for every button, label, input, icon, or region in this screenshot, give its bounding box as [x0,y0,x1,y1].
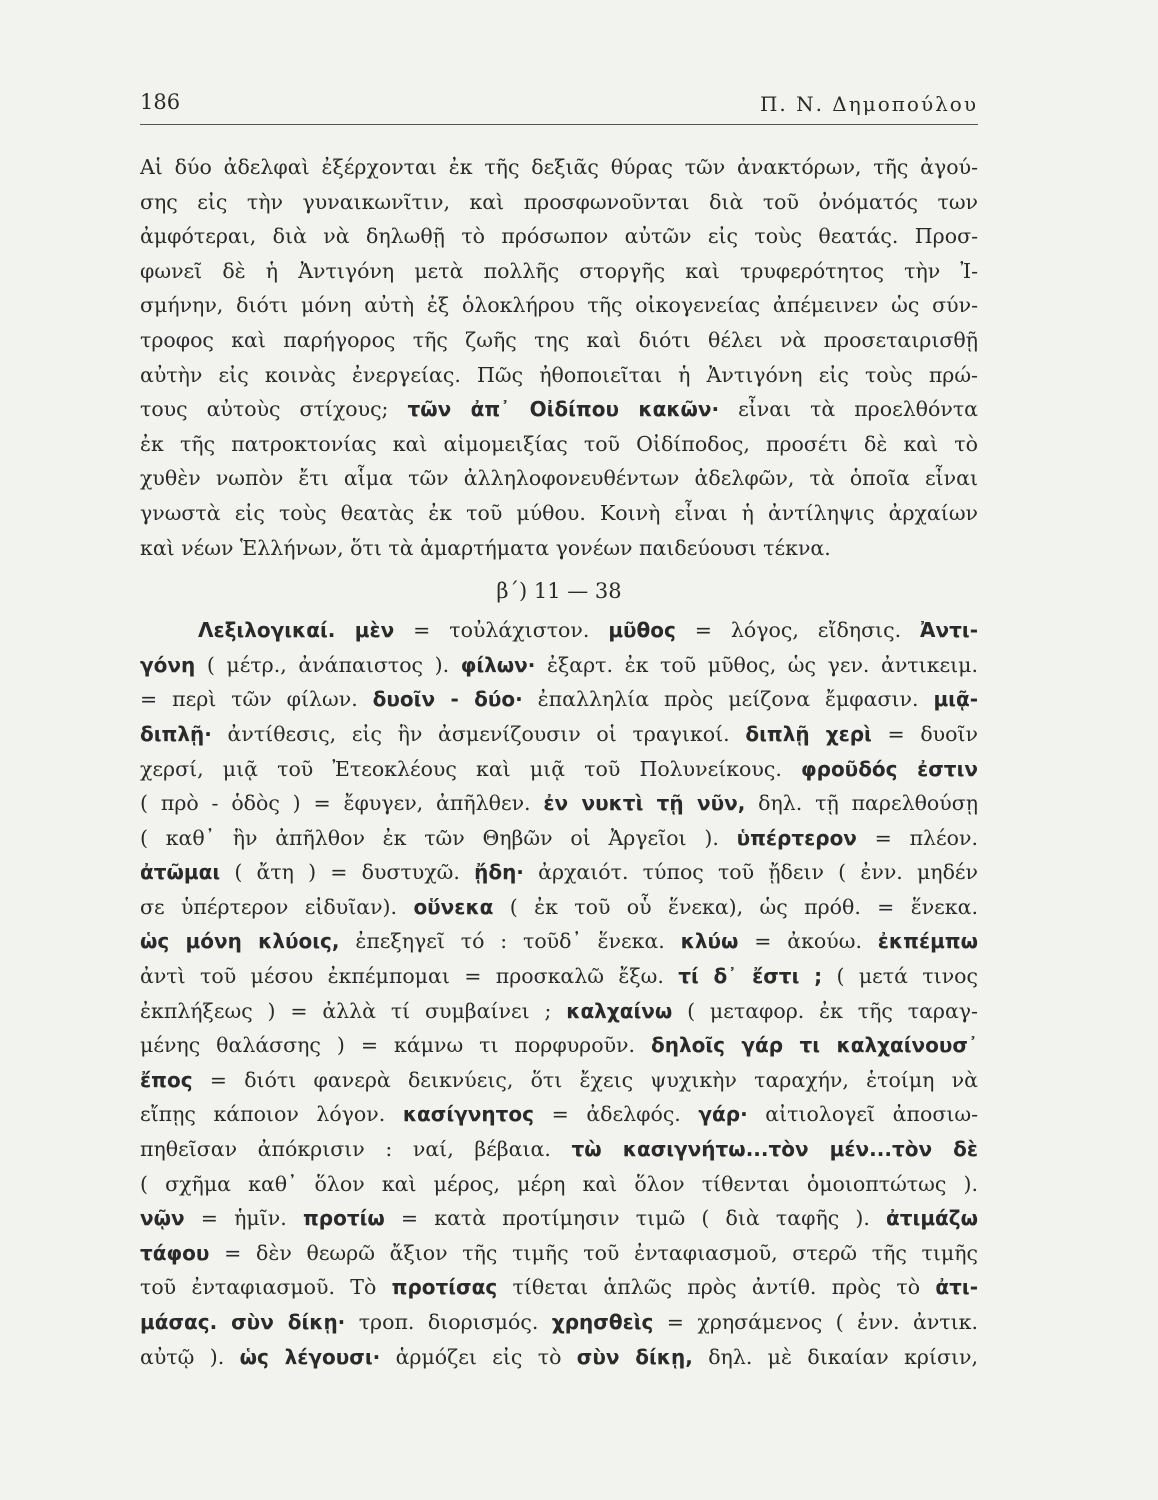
glossary-line [140,1340,978,1375]
glossary-definition: = διότι φανερὰ δεικνύεις, ὅτι ἔχεις ψυχικὴν ταραχήν, ἑτοίμη νὰ [192,1067,978,1092]
glossary-term: νῷν [140,1206,185,1231]
glossary-line [140,1201,978,1236]
glossary-term: δηλοῖς γάρ τι καλχαίνουσ᾽ [650,1033,978,1058]
glossary-line [140,959,978,994]
text-line: καὶ νέων Ἑλλήνων, ὅτι τὰ ἁμαρτήματα γονέων παιδεύουσι τέκνα. [140,535,831,560]
glossary-definition: ( ἄτη ) = δυστυχῶ. [220,860,475,885]
glossary-line [140,1305,978,1340]
glossary-term: τάφου [140,1240,210,1265]
glossary-term: διπλῇ· [140,721,212,746]
glossary-line [140,1167,978,1202]
glossary-term: ἀτιμάζω [886,1206,978,1231]
text-line: αὐτὴν εἰς κοινὰς ἐνεργείας. Πῶς ἠθοποιεῖται ἡ Ἀντιγόνη εἰς τοὺς πρώ- [140,362,978,387]
glossary-definition: ἐκπλήξεως ) = ἀλλὰ τί συμβαίνει ; [140,998,567,1023]
glossary-term: ἀτι- [935,1275,978,1300]
glossary-definition: ( καθ᾽ ἣν ἀπῆλθον ἐκ τῶν Θηβῶν οἱ Ἀργεῖοι ). [140,825,737,850]
glossary-term: γάρ· [698,1102,748,1127]
glossary-definition: εἴπῃς κάποιον λόγον. [140,1102,403,1127]
glossary-line [140,890,978,925]
page-number: 186 [140,90,181,114]
glossary-term: μάσας. σὺν δίκῃ· [140,1310,346,1334]
glossary-line [140,717,978,752]
glossary-term: κασίγνητος [402,1102,534,1127]
glossary-line [140,1270,978,1305]
text-line: ἐκ τῆς πατροκτονίας καὶ αἱμομειξίας τοῦ Οἰδίποδος, προσέτι δὲ καὶ τὸ [140,431,978,456]
glossary-definition: ( μετά τινος [822,964,978,989]
glossary-term: σὺν δίκῃ, [576,1344,693,1369]
glossary-term: Ἀντι- [920,618,978,643]
text-line [140,392,978,427]
text-span: εἶναι τὰ προελθόντα [738,397,978,422]
glossary-definition: ἁρμόζει εἰς τὸ [380,1344,577,1369]
glossary-line [140,613,978,648]
quoted-phrase: τῶν ἀπ᾽ Οἰδίπου κακῶν· [407,397,720,422]
glossary-definition: αἰτιολογεῖ ἀποσιω- [747,1102,978,1127]
glossary-definition: τίθεται ἁπλῶς πρὸς ἀντίθ. πρὸς τὸ [497,1275,936,1300]
glossary-definition: ἀντίθεσις, εἰς ἣν ἀσμενίζουσιν οἱ τραγικοί. [211,721,746,746]
glossary-line [140,1028,978,1063]
glossary-line [140,924,978,959]
glossary-term: ἐν νυκτὶ τῇ νῦν, [543,791,746,816]
glossary-definition: δηλ. τῇ παρελθούσῃ [745,791,978,816]
glossary-line [140,786,978,821]
glossary-term: καλχαίνω [566,998,673,1023]
glossary-definition: = δὲν θεωρῶ ἄξιον τῆς τιμῆς τοῦ ἐνταφιασμοῦ, στερῶ τῆς τιμῆς [209,1240,978,1265]
glossary-line [140,855,978,890]
glossary-definition: = πλέον. [856,825,978,850]
glossary-term: ὡς μόνη κλύοις, [140,929,340,954]
glossary-definition: χερσί, μιᾷ τοῦ Ἐτεοκλέους καὶ μιᾷ τοῦ Πολυνείκους. [140,756,801,781]
glossary-term: ᾔδη· [474,860,524,885]
glossary-term: δυοῖν - δύο· [372,687,523,712]
glossary-term: φίλων· [460,652,536,677]
glossary-definition: ἀντὶ τοῦ μέσου ἐκπέμπομαι = προσκαλῶ ἔξω. [140,964,679,989]
paragraph [140,150,978,565]
glossary-term: μιᾷ- [933,687,978,712]
glossary-line [140,994,978,1029]
glossary-line [140,1097,978,1132]
glossary-line [140,1236,978,1271]
text-span: τους αὐτοὺς στίχους; [140,397,389,422]
section-heading: β΄) 11 — 38 [496,579,622,604]
glossary-definition: = λόγος, εἴδησις. [675,618,921,643]
glossary-line [140,682,978,717]
glossary-term: χρησθεὶς [551,1310,654,1334]
text-line: τροφος καὶ παρήγορος τῆς ζωῆς της καὶ διότι θέλει νὰ προσεταιρισθῇ [140,327,978,352]
glossary-term: προτίσας [391,1275,498,1300]
glossary-term: προτίω [302,1206,385,1231]
glossary-term: ἐκπέμπω [877,929,978,954]
glossary-definition: = περὶ τῶν φίλων. [140,687,373,712]
glossary-definition: αὐτῷ ). [140,1344,240,1369]
text-line: ἀμφότεραι, διὰ νὰ δηλωθῇ τὸ πρόσωπον αὐτῶν εἰς τοὺς θεατάς. Προσ- [140,224,978,249]
body-text [140,150,978,1374]
glossary-line [140,648,978,683]
glossary-term: ὑπέρτερον [736,825,857,850]
text-line: σης εἰς τὴν γυναικωνῖτιν, καὶ προσφωνοῦνται διὰ τοῦ ὀνόματός των [140,189,978,214]
glossary-definition: ἀρχαιότ. τύπος τοῦ ᾔδειν ( ἐνν. μηδέν [523,860,978,885]
glossary-definition: = ἀδελφός. [534,1102,699,1127]
glossary-definition: ( μέτρ., ἀνάπαιστος ). [195,652,461,677]
glossary-line [140,821,978,856]
glossary-definition: μένης θαλάσσης ) = κάμνω τι πορφυροῦν. [140,1033,651,1058]
glossary-line [140,1063,978,1098]
glossary-term: διπλῇ χερὶ [745,721,872,746]
glossary-definition: ἐπεξηγεῖ τό : τοῦδ᾽ ἕνεκα. [339,929,681,954]
glossary-term: τὼ κασιγνήτω...τὸν μέν...τὸν δὲ [571,1137,978,1162]
text-line: Αἱ δύο ἀδελφαὶ ἐξέρχονται ἐκ τῆς δεξιᾶς θύρας τῶν ἀνακτόρων, τῆς ἀγού- [140,155,978,179]
glossary-definition: = κατὰ προτίμησιν τιμῶ ( διὰ ταφῆς ). [384,1206,887,1231]
glossary-term: ὡς λέγουσι· [239,1344,381,1369]
glossary-definition: τροπ. διορισμός. [345,1310,552,1334]
glossary-term: μῦθος [608,618,676,643]
glossary-definition: σε ὑπέρτερον εἰδυῖαν). [140,894,414,919]
glossary-term: φροῦδός ἐστιν [800,756,978,781]
glossary-definition: = χρησάμενος ( ἐνν. ἀντικ. [653,1310,978,1334]
glossary-definition: = δυοῖν [871,721,978,746]
glossary-term: τί δ᾽ ἔστι ; [678,964,823,989]
text-line: χυθὲν νωπὸν ἔτι αἷμα τῶν ἀλληλοφονευθέντων ἀδελφῶν, τὰ ὁποῖα εἶναι [140,466,978,491]
glossary-definition: ἐξαρτ. ἐκ τοῦ μῦθος, ὡς γεν. ἀντικειμ. [535,652,978,677]
text-line: σμήνην, διότι μόνη αὐτὴ ἐξ ὁλοκλήρου τῆς οἰκογενείας ἀπέμεινεν ὡς σύν- [140,293,978,318]
glossary-term: κλύω [680,929,739,954]
glossary-term: ἔπος [140,1067,193,1092]
glossary-definition: = ἀκούω. [738,929,878,954]
glossary-definition: ( μεταφορ. ἐκ τῆς ταραγ- [672,998,978,1023]
glossary-definition: ( πρὸ - ὁδὸς ) = ἔφυγεν, ἀπῆλθεν. [140,791,544,816]
page-header [140,90,978,126]
glossary-definition: ἐπαλληλία πρὸς μείζονα ἔμφασιν. [522,687,934,712]
glossary-definition: ( ἐκ τοῦ οὗ ἕνεκα), ὡς πρόθ. = ἕνεκα. [493,894,978,919]
text-line: φωνεῖ δὲ ἡ Ἀντιγόνη μετὰ πολλῆς στοργῆς καὶ τρυφερότητος τὴν Ἰ- [140,258,978,283]
glossary-term: Λεξιλογικαί. μὲν [198,618,395,643]
glossary-term: ἀτῶμαι [140,860,221,885]
running-head: Π. Ν. Δημοπούλου [759,92,978,116]
header-rule [140,124,978,125]
glossary-term: οὕνεκα [413,894,494,919]
glossary-definition: τοῦ ἐνταφιασμοῦ. Τὸ [140,1275,392,1300]
glossary-definition: ( σχῆμα καθ᾽ ὅλον καὶ μέρος, μέρη καὶ ὅλον τίθενται ὁμοιοπτώτως ). [140,1171,978,1196]
text-line: γνωστὰ εἰς τοὺς θεατὰς ἐκ τοῦ μύθου. Κοινὴ εἶναι ἡ ἀντίληψις ἀρχαίων [140,500,978,525]
glossary-line [140,1132,978,1167]
glossary-term: γόνη [140,652,196,677]
glossary-line [140,752,978,787]
glossary-definition: πηθεῖσαν ἀπόκρισιν : ναί, βέβαια. [140,1137,572,1162]
glossary-definition: = ἡμῖν. [184,1206,303,1231]
glossary-definition: δηλ. μὲ δικαίαν κρίσιν, [692,1344,978,1369]
glossary-definition: = τοὐλάχιστον. [394,618,609,643]
glossary-paragraph [140,613,978,1374]
